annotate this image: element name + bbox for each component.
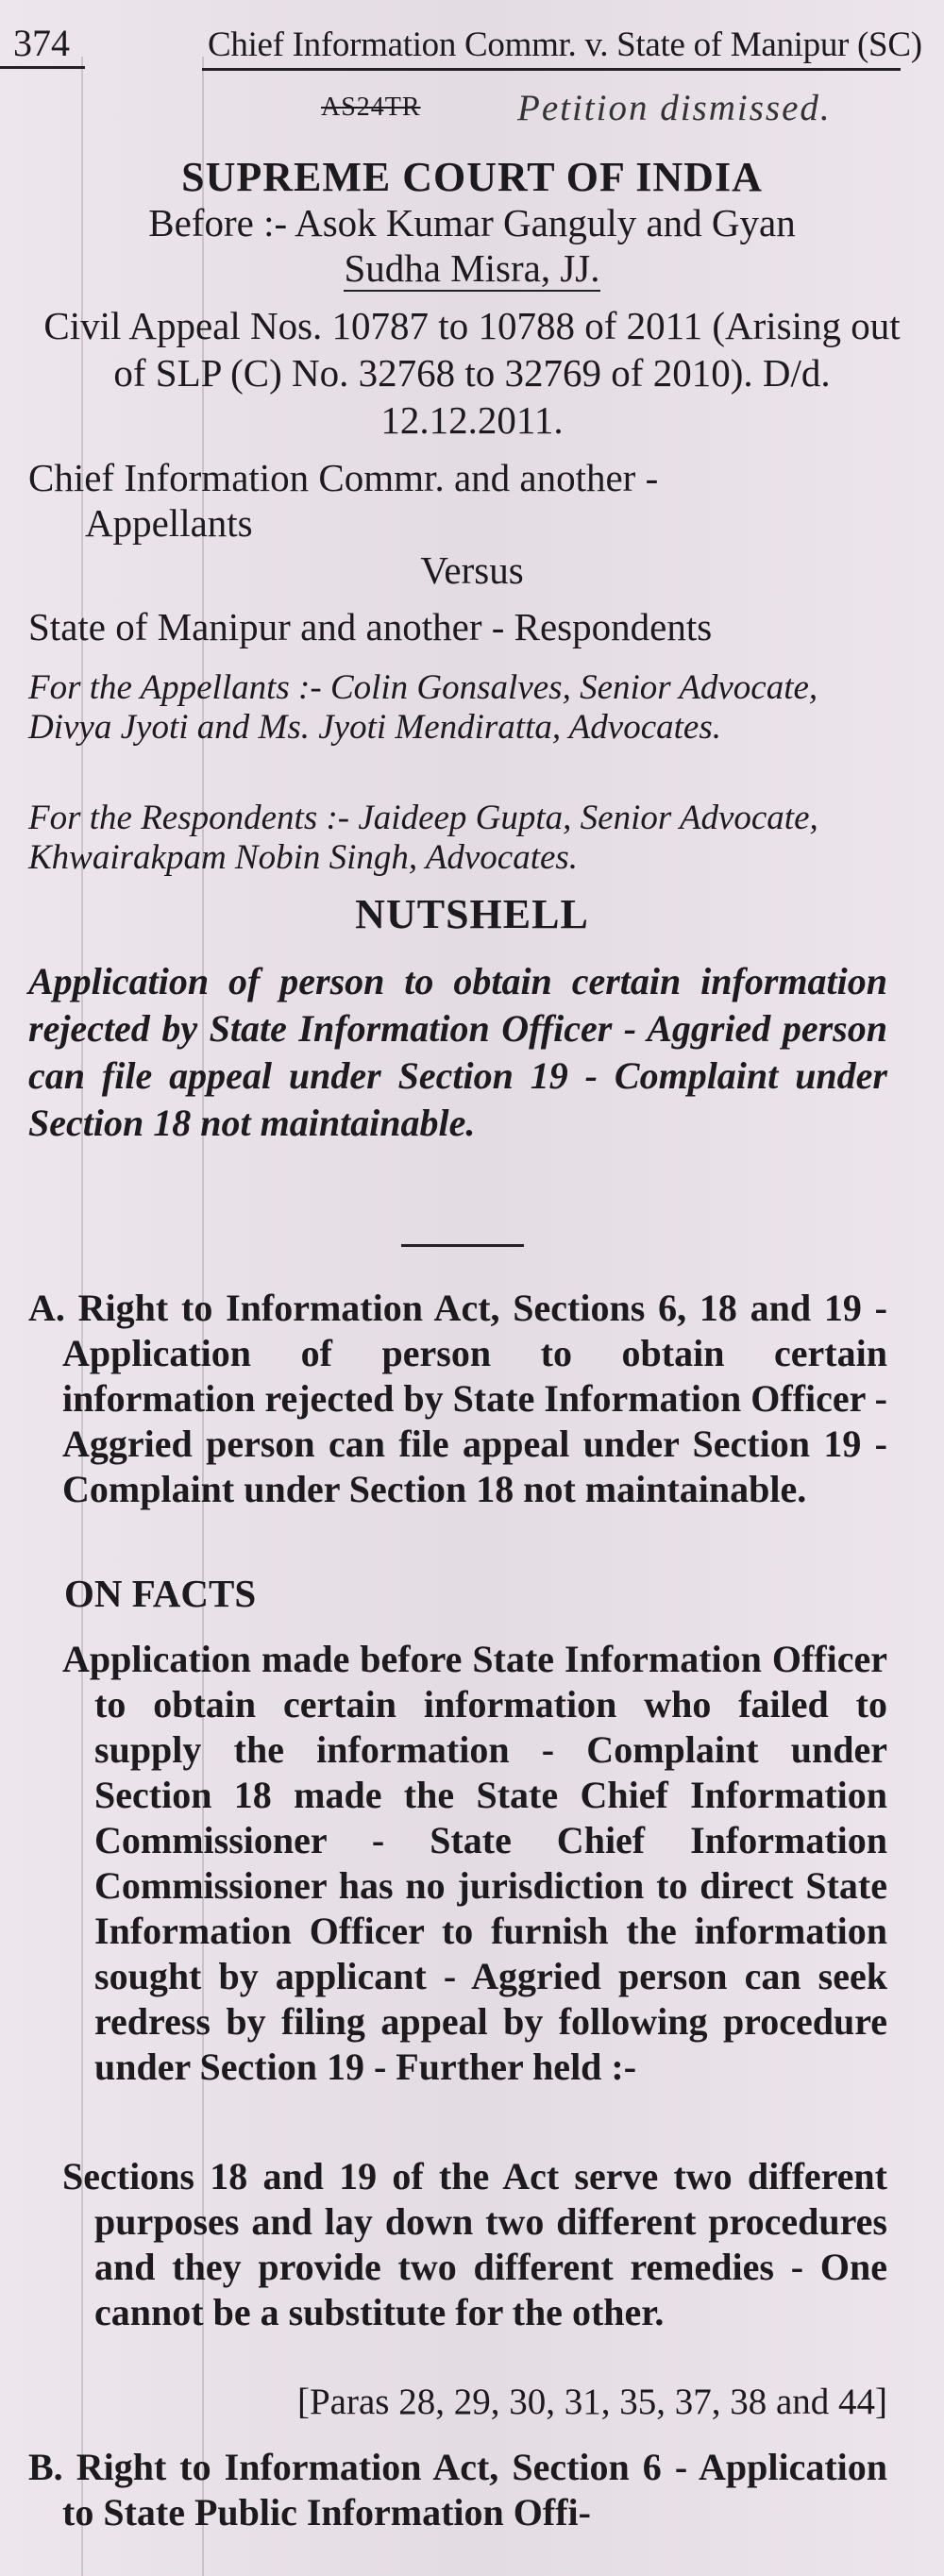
disposal-note: Petition dismissed. [517, 88, 832, 128]
headnote-a-text: A. Right to Information Act, Sections 6, 18 and 19 - Application of person to obtain certain information rejected by State Information Officer - Aggried person can file appeal under Section 19 - Complaint under Section 18 not maintainable. [28, 1287, 887, 1510]
facts-paragraph-2 [62, 2154, 887, 2335]
on-facts-heading: ON FACTS [64, 1572, 257, 1615]
bench-line-1: Before :- Asok Kumar Ganguly and Gyan [148, 201, 796, 244]
section-divider [401, 1244, 524, 1247]
page-number: 374 [13, 22, 70, 64]
nutshell-text: Application of person to obtain certain information rejected by State Information Officer - Aggried person can file appeal under Section 19 - Complaint under Section 18 not maintainable. [28, 960, 887, 1144]
court-name: SUPREME COURT OF INDIA [181, 154, 763, 200]
counsel-respondents: For the Respondents :- Jaideep Gupta, Senior Advocate, Khwairakpam Nobin Singh, Advocates. [28, 799, 818, 877]
page-number-rule [0, 66, 85, 69]
headnote-a [28, 1286, 887, 1512]
code-stamp: AS24TR [321, 93, 421, 122]
facts-paragraph-1 [62, 1637, 887, 2090]
counsel-appellants: For the Appellants :- Colin Gonsalves, Senior Advocate, Divya Jyoti and Ms. Jyoti Mendiratta, Advocates. [28, 668, 818, 747]
appellants-line: Chief Information Commr. and another - [28, 456, 659, 499]
headnote-b [28, 2445, 887, 2535]
headnote-b-text: B. Right to Information Act, Section 6 - Application to State Public Information Offi- [28, 2446, 887, 2534]
running-title: Chief Information Commr. v. State of Manipur (SC) [208, 25, 922, 64]
paragraph-references: [Paras 28, 29, 30, 31, 35, 37, 38 and 44] [296, 2382, 887, 2422]
bench-judges: Sudha Misra, JJ. [344, 246, 600, 290]
facts-text-1: Application made before State Information Officer to obtain certain information who failed to supply the information - Complaint under Section 18 made the State Chief Information Commissioner - State Chief Information Commissioner has no jurisdiction to direct State Information Officer to furnish the information sought by applicant - Aggried person can seek redress by filing appeal by following procedure under Section 19 - Further held :- [62, 1638, 887, 2088]
bench-line-2 [0, 245, 944, 291]
facts-text-2: Sections 18 and 19 of the Act serve two different purposes and lay down two different procedures and they provide two different remedies - One cannot be a substitute for the other. [62, 2155, 887, 2333]
versus: Versus [420, 548, 524, 592]
nutshell-heading: NUTSHELL [355, 891, 589, 937]
running-title-rule [202, 68, 901, 71]
respondents-line: State of Manipur and another - Respondents [28, 605, 713, 648]
appellants-label: Appellants [85, 501, 253, 545]
case-reference: Civil Appeal Nos. 10787 to 10788 of 2011 (Arising out of SLP (C) No. 32768 to 32769 of 2010). D/d. 12.12.2011. [43, 304, 901, 442]
